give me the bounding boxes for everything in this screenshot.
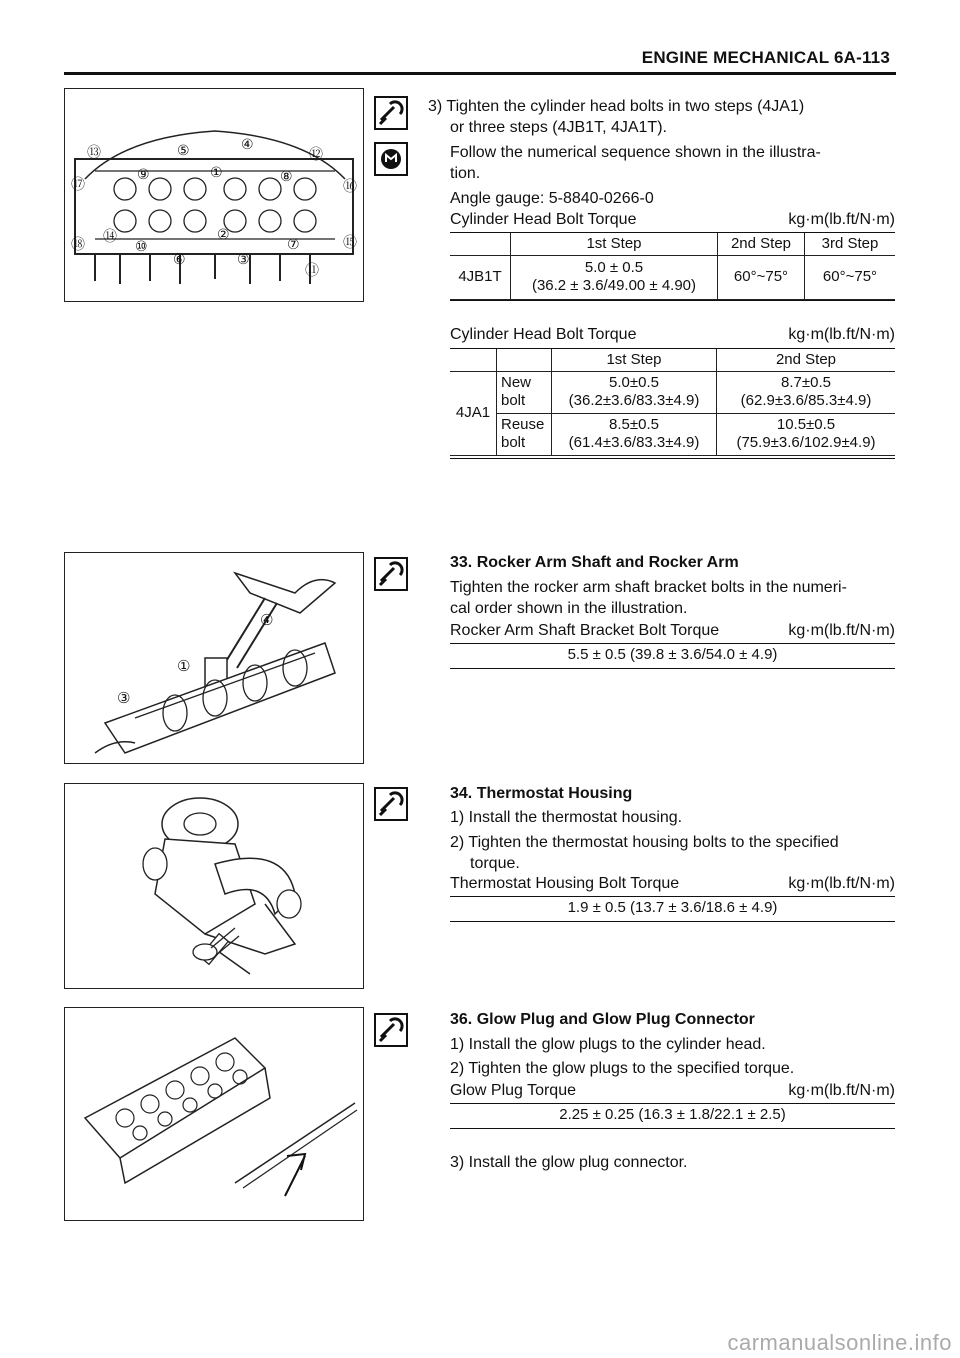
step3-text: 3) Tighten the cylinder head bolts in two steps (4JA1)	[428, 98, 805, 115]
follow-sequence-text-cont: tion.	[450, 165, 481, 182]
table2-reuse-1st-b: (61.4±3.6/83.3±4.9)	[568, 434, 700, 451]
table1-row-label: 4JB1T	[450, 255, 511, 299]
fig1-label: ⑬	[87, 145, 101, 161]
fig1-label: ⑨	[137, 167, 150, 183]
table2-reuse-2nd	[717, 413, 896, 455]
table1-caption-unit: kg·m(lb.ft/N·m)	[788, 211, 895, 228]
rocker-caption-unit: kg·m(lb.ft/N·m)	[788, 622, 895, 639]
table1-row-1st-b: (36.2 ± 3.6/49.00 ± 4.90)	[531, 277, 697, 294]
rocker-torque-value: 5.5 ± 0.5 (39.8 ± 3.6/54.0 ± 4.9)	[567, 646, 778, 663]
table1-head-3rd: 3rd Step	[805, 233, 896, 255]
table2-new-b: bolt	[501, 392, 526, 409]
page-header: ENGINE MECHANICAL 6A-113	[641, 48, 890, 67]
section36-title: 36. Glow Plug and Glow Plug Connector	[450, 1011, 755, 1028]
table2-reuse-bolt	[497, 413, 552, 455]
table2-reuse-a: Reuse	[501, 416, 545, 433]
rocker-arm-shaft-figure	[64, 552, 364, 764]
wrench-tighten-icon	[374, 1013, 408, 1047]
section34-step2-cont: torque.	[470, 855, 520, 872]
table2-new-1st	[552, 371, 717, 413]
table2-reuse-1st-a: 8.5±0.5	[609, 416, 659, 433]
table1-head-blank	[450, 233, 511, 255]
table2-new-bolt	[497, 371, 552, 413]
fig1-label: ⑥	[173, 252, 186, 268]
thermostat-caption	[450, 875, 895, 893]
section34-step2: 2) Tighten the thermostat housing bolts to the specified	[450, 834, 839, 851]
table2-reuse-1st	[552, 413, 717, 455]
angle-gauge-icon	[374, 142, 408, 176]
section33-text-cont: cal order shown in the illustration.	[450, 600, 688, 617]
section36-step1: 1) Install the glow plugs to the cylinder head.	[450, 1036, 766, 1053]
table1-row-1st-a: 5.0 ± 0.5	[584, 259, 644, 276]
section34-title: 34. Thermostat Housing	[450, 785, 633, 802]
table2-head-blank	[450, 349, 497, 371]
rocker-top-rule	[450, 643, 895, 644]
wrench-tighten-icon	[374, 96, 408, 130]
table2-head-2nd: 2nd Step	[717, 349, 896, 371]
table2-head-1st: 1st Step	[552, 349, 717, 371]
glow-plug-figure	[64, 1007, 364, 1221]
table2-new-2nd-b: (62.9±3.6/85.3±4.9)	[740, 392, 872, 409]
rocker-caption	[450, 622, 895, 640]
table2-new-2nd	[717, 371, 896, 413]
section36-step3: 3) Install the glow plug connector.	[450, 1154, 688, 1171]
thermostat-housing-figure	[64, 783, 364, 989]
fig2-label: ③	[117, 689, 131, 707]
section33-title: 33. Rocker Arm Shaft and Rocker Arm	[450, 554, 739, 571]
fig1-label: ③	[237, 252, 250, 268]
glowplug-torque-value: 2.25 ± 0.25 (16.3 ± 1.8/22.1 ± 2.5)	[559, 1106, 786, 1123]
table2-reuse-2nd-a: 10.5±0.5	[776, 416, 836, 433]
fig1-label: ⑤	[177, 143, 190, 159]
glowplug-caption-unit: kg·m(lb.ft/N·m)	[788, 1082, 895, 1099]
glowplug-caption-label: Glow Plug Torque	[450, 1082, 576, 1099]
section34-step1: 1) Install the thermostat housing.	[450, 809, 683, 826]
wrench-tighten-icon	[374, 557, 408, 591]
table2-bottom-rule	[450, 458, 895, 459]
table1-caption-label: Cylinder Head Bolt Torque	[450, 211, 637, 228]
table2-new-1st-a: 5.0±0.5	[609, 374, 659, 391]
table1-row-3rd: 60°~75°	[805, 255, 896, 299]
table1-head-2nd: 2nd Step	[718, 233, 805, 255]
table1-bottom-rule	[450, 300, 895, 301]
fig1-label: ⑧	[280, 169, 293, 185]
thermostat-top-rule	[450, 896, 895, 897]
table2-head-blank2	[497, 349, 552, 371]
table2-caption-label: Cylinder Head Bolt Torque	[450, 326, 637, 343]
step3-text-cont: or three steps (4JB1T, 4JA1T).	[450, 119, 667, 136]
thermostat-caption-label: Thermostat Housing Bolt Torque	[450, 875, 680, 892]
fig1-label: ①	[210, 165, 223, 181]
angle-gauge-text: Angle gauge: 5-8840-0266-0	[450, 190, 654, 207]
table2-reuse-2nd-b: (75.9±3.6/102.9±4.9)	[736, 434, 876, 451]
fig2-label: ①	[177, 657, 191, 675]
wrench-tighten-icon	[374, 787, 408, 821]
rocker-bottom-rule	[450, 668, 895, 669]
rocker-caption-label: Rocker Arm Shaft Bracket Bolt Torque	[450, 622, 720, 639]
table2-caption	[450, 326, 895, 344]
follow-sequence-text: Follow the numerical sequence shown in the illustra-	[450, 144, 821, 161]
glowplug-caption	[450, 1082, 895, 1100]
table1-4jb1t	[450, 233, 895, 300]
cylinder-head-bolt-sequence-figure	[64, 88, 364, 302]
fig1-label: ⑫	[309, 147, 323, 163]
table1-row-1st	[511, 255, 718, 299]
table1-head-1st: 1st Step	[511, 233, 718, 255]
table2-4ja1	[450, 349, 895, 456]
thermostat-bottom-rule	[450, 921, 895, 922]
table2-reuse-b: bolt	[501, 434, 526, 451]
glowplug-bottom-rule	[450, 1128, 895, 1129]
table1-row-2nd: 60°~75°	[718, 255, 805, 299]
table2-new-2nd-a: 8.7±0.5	[781, 374, 831, 391]
fig1-label: ⑩	[135, 239, 148, 255]
fig1-label: ②	[217, 227, 230, 243]
fig1-label: ⑭	[103, 229, 117, 245]
glowplug-top-rule	[450, 1103, 895, 1104]
fig1-label: ⑮	[343, 235, 357, 251]
header-rule	[64, 72, 896, 75]
fig1-label: ⑦	[287, 237, 300, 253]
table2-caption-unit: kg·m(lb.ft/N·m)	[788, 326, 895, 343]
site-watermark: carmanualsonline.info	[727, 1330, 952, 1355]
table1-caption	[450, 211, 895, 229]
thermostat-torque-value: 1.9 ± 0.5 (13.7 ± 3.6/18.6 ± 4.9)	[567, 899, 778, 916]
fig1-label: ⑯	[343, 179, 357, 195]
fig1-label: ⑱	[71, 237, 85, 253]
table2-new-a: New	[501, 374, 532, 391]
fig1-label: ⑪	[305, 263, 319, 279]
table2-new-1st-b: (36.2±3.6/83.3±4.9)	[568, 392, 700, 409]
section36-step2: 2) Tighten the glow plugs to the specified torque.	[450, 1060, 795, 1077]
section33-text: Tighten the rocker arm shaft bracket bolts in the numeri-	[450, 579, 847, 596]
thermostat-caption-unit: kg·m(lb.ft/N·m)	[788, 875, 895, 892]
fig1-label: ④	[241, 137, 254, 153]
table2-model: 4JA1	[450, 371, 497, 455]
fig2-label: ④	[260, 611, 274, 629]
fig1-label: ⑰	[71, 177, 85, 193]
